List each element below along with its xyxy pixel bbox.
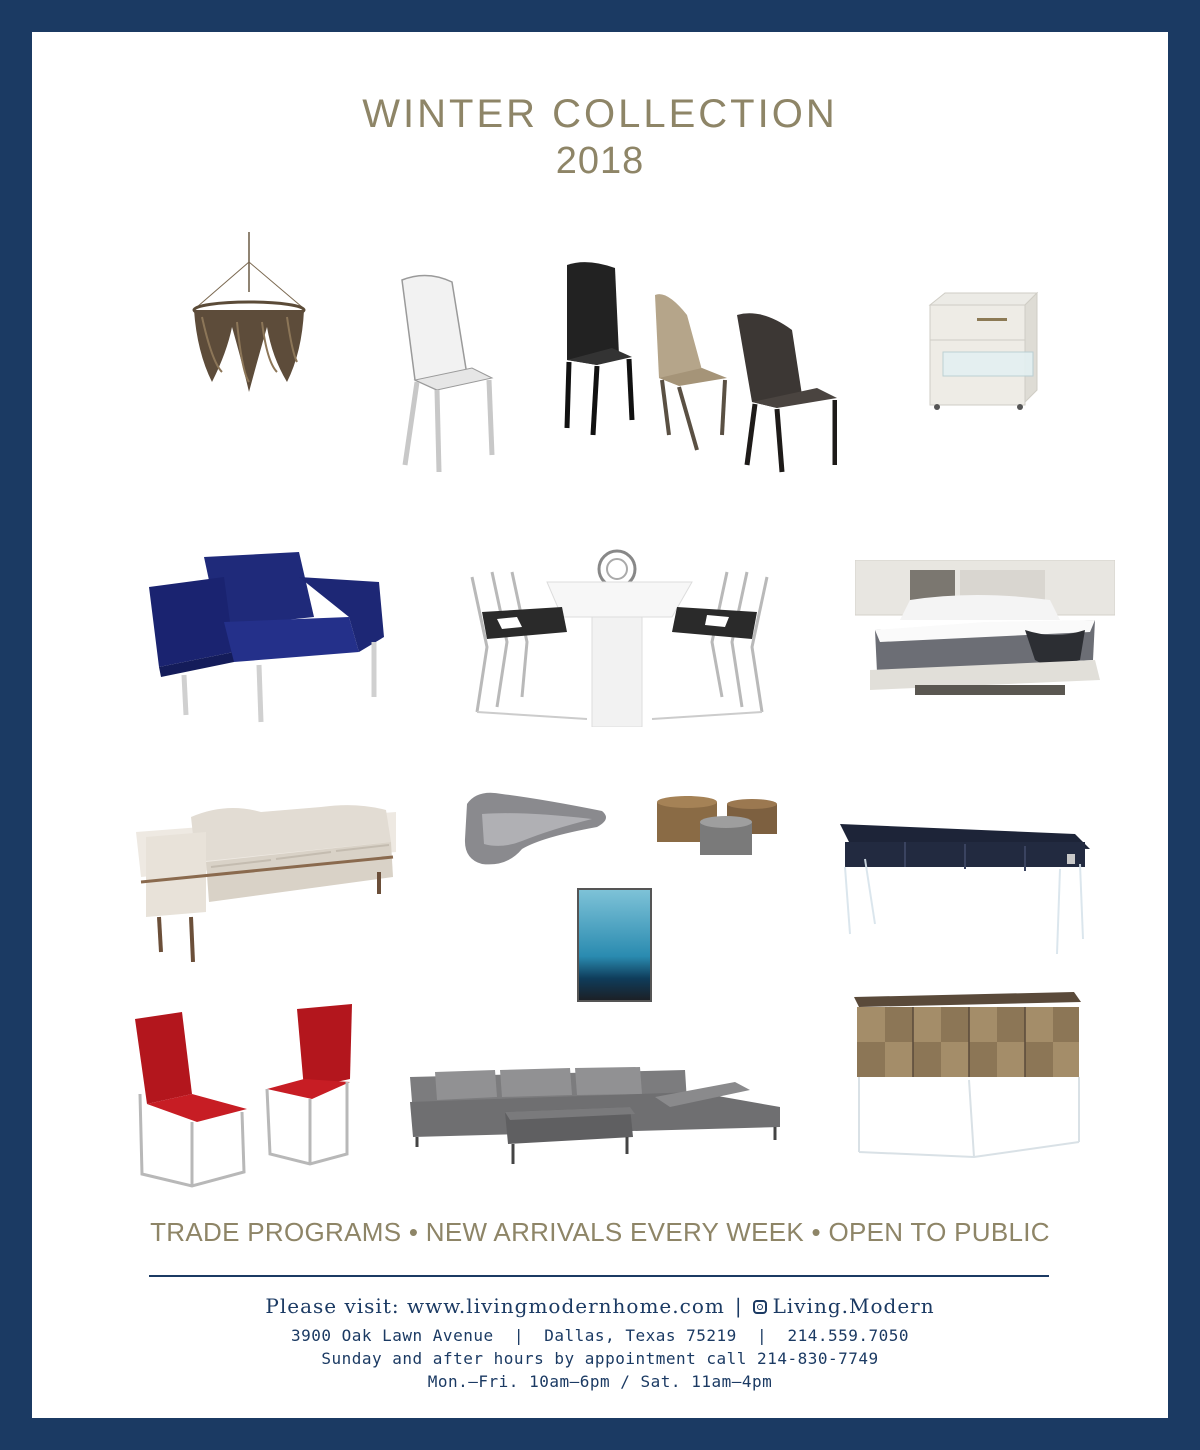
separator: | [734,1294,743,1318]
visit-line [32,1294,1168,1318]
curved-chaise-icon [462,789,612,869]
nesting-tables-icon [655,792,780,860]
ad-panel [32,32,1168,1418]
artwork-icon [577,888,652,1002]
sideboard-icon [849,992,1089,1164]
instagram-handle[interactable]: Living.Modern [772,1294,935,1318]
divider [149,1275,1049,1277]
tagline: TRADE PROGRAMS • NEW ARRIVALS EVERY WEEK • OPEN TO PUBLIC [150,1217,1050,1247]
sofa-icon [131,802,401,962]
collection-title: WINTER COLLECTION [362,92,838,136]
armchair-icon [149,547,389,725]
instagram-icon [753,1300,767,1314]
sectional-icon [405,1062,780,1164]
collection-year: 2018 [555,140,645,182]
appointment-line: Sunday and after hours by appointment call 214-830-7749 [321,1349,879,1368]
bed-icon [855,560,1115,695]
website-link[interactable]: Please visit: www.livingmodernhome.com [265,1294,725,1318]
nightstand-icon [925,290,1045,412]
red-chairs-icon [132,1004,357,1189]
bench-icon [835,814,1090,956]
hours-line: Mon.–Fri. 10am–6pm / Sat. 11am–4pm [427,1372,773,1391]
dining-set-icon [467,547,772,727]
dining-chairs-icon [397,260,837,475]
address-line: 3900 Oak Lawn Avenue | Dallas, Texas 75219 | 214.559.7050 [290,1326,910,1345]
chandelier-icon [187,232,312,412]
